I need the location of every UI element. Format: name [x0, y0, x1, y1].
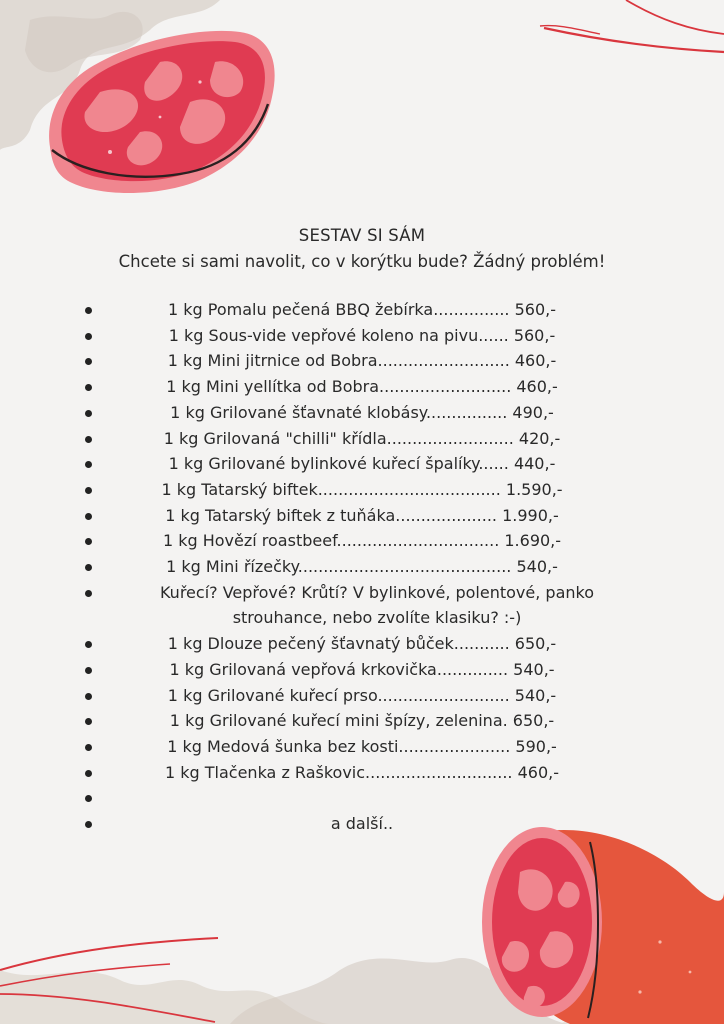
menu-item: 1 kg Mini jitrnice od Bobra.......................... 460,- [0, 348, 724, 374]
menu-item: 1 kg Grilované kuřecí mini špízy, zelenina. 650,- [0, 708, 724, 734]
menu-item: 1 kg Medová šunka bez kosti...................... 590,- [0, 734, 724, 760]
menu-item: 1 kg Mini řízečky.......................................... 540,- [0, 554, 724, 580]
menu-item: 1 kg Dlouze pečený šťavnatý bůček........... 650,- [0, 631, 724, 657]
menu-item: 1 kg Grilované kuřecí prso.......................... 540,- [0, 683, 724, 709]
menu-item-empty [0, 785, 724, 811]
watercolor-splash-top-left [0, 0, 300, 170]
red-line-accent-top-right [530, 0, 724, 70]
menu-item: 1 kg Mini yellítka od Bobra.......................... 460,- [0, 374, 724, 400]
menu-item: 1 kg Tatarský biftek.................................... 1.590,- [0, 477, 724, 503]
menu-item: 1 kg Grilovaná vepřová krkovička.............. 540,- [0, 657, 724, 683]
menu-item: 1 kg Tatarský biftek z tuňáka.................... 1.990,- [0, 503, 724, 529]
menu-item-more: a další.. [0, 811, 724, 837]
page-title: SESTAV SI SÁM [298, 226, 426, 245]
menu-item: 1 kg Grilované šťavnaté klobásy................ 490,- [0, 400, 724, 426]
menu-item: 1 kg Pomalu pečená BBQ žebírka............... 560,- [0, 297, 724, 323]
menu-item: 1 kg Sous-vide vepřové koleno na pivu...... 560,- [0, 323, 724, 349]
ham-illustration [480, 822, 724, 1024]
steak-illustration [40, 22, 282, 200]
menu-item: 1 kg Grilovaná "chilli" křídla......................... 420,- [0, 426, 724, 452]
menu-item: 1 kg Grilované bylinkové kuřecí špalíky...... 440,- [0, 451, 724, 477]
menu-item: 1 kg Tlačenka z Raškovic............................. 460,- [0, 760, 724, 786]
red-line-accent-bottom-left [0, 930, 230, 1024]
page-subtitle: Chcete si sami navolit, co v korýtku bude? Žádný problém! [118, 252, 606, 271]
watercolor-splash-bottom [0, 890, 724, 1024]
menu-item: 1 kg Hovězí roastbeef................................ 1.690,- [0, 528, 724, 554]
menu-note: Kuřecí? Vepřové? Krůtí? V bylinkové, polentové, panko strouhance, nebo zvolíte klasiku? :-) [0, 580, 724, 631]
menu-list [0, 297, 724, 837]
